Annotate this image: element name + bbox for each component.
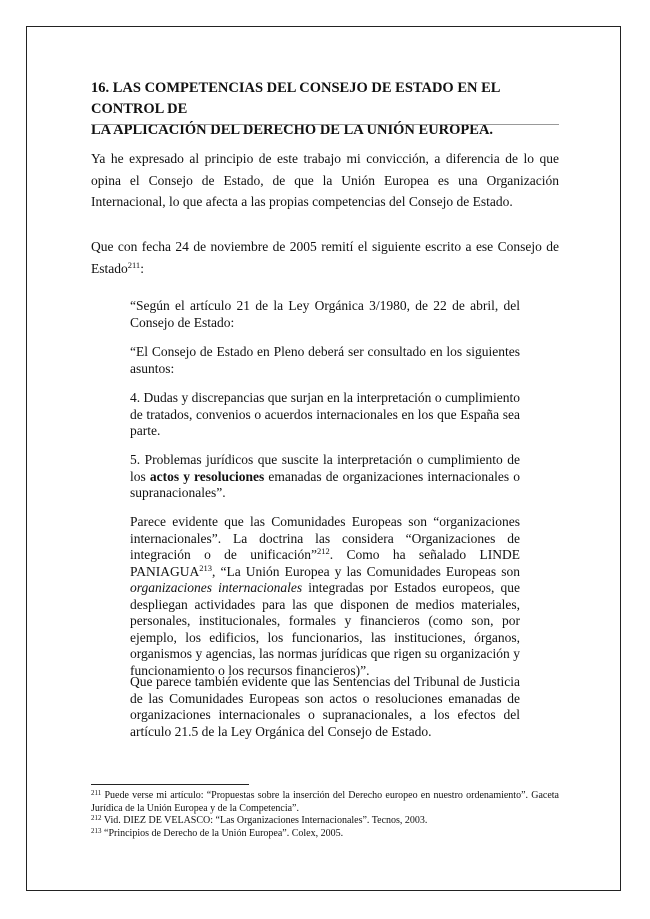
quote-italic-text: organizaciones internacionales — [130, 580, 303, 595]
body-paragraph-2 — [91, 236, 559, 279]
quote-text: integradas por Estados europeos, que despliegan actividades para las que disponen de medios materiales, personales, institucionales, formales y financieros (como son, por ejemplo, los edificios, los funcionarios, las instituciones, órganos, organismos y agencias, las normas jurídicas que rigen su organización y funcionamiento o los recursos financieros)”. — [130, 580, 520, 678]
quote-text: , “La Unión Europea y las Comunidades Europeas son — [212, 563, 520, 579]
footnote-ref-212[interactable]: 212 — [317, 546, 330, 556]
footnote-number: 213 — [91, 827, 102, 835]
paragraph-text: Que con fecha 24 de noviembre de 2005 remití el siguiente escrito a ese Consejo de Estado — [91, 239, 559, 276]
quote-paragraph-4 — [130, 452, 520, 502]
heading-divider — [91, 124, 559, 125]
footnote-ref-213[interactable]: 213 — [199, 562, 213, 573]
footnote-213 — [91, 828, 559, 841]
footnote-ref-211[interactable]: 211 — [127, 259, 141, 270]
quote-paragraph-5 — [130, 514, 520, 679]
footnote-211 — [91, 790, 559, 815]
footnote-number: 211 — [91, 789, 102, 797]
quote-text: 5. Problemas jurídicos que suscite la interpretación o cumplimiento de los — [130, 452, 520, 484]
quote-text: Parece evidente que las Comunidades Europeas son “organizaciones internacionales”. La doctrina las considera “Organizaciones de integración o de unificación” — [130, 514, 520, 562]
footnote-text: Puede verse mi artículo: “Propuestas sobre la inserción del Derecho europeo en nuestro ordenamiento”. Gaceta Jurídica de la Unión Europea y de la Competencia”. — [91, 790, 559, 814]
quote-text: . Como ha señalado LINDE PANIAGUA — [130, 547, 520, 579]
quote-paragraph-2: “El Consejo de Estado en Pleno deberá ser consultado en los siguientes asuntos: — [130, 344, 520, 376]
quote-paragraph-6: Que parece también evidente que las Sentencias del Tribunal de Justicia de las Comunidades Europeas son actos o resoluciones emanadas de organizaciones internacionales o supranacionales, a los efectos del artículo 21.5 de la Ley Orgánica del Consejo de Estado. — [130, 674, 520, 739]
footnote-separator — [91, 784, 249, 785]
paragraph-end: : — [140, 260, 144, 276]
body-paragraph-1: Ya he expresado al principio de este trabajo mi convicción, a diferencia de lo que opina el Consejo de Estado, de que la Unión Europea es una Organización Internacional, lo que afecta a las propias competencias del Consejo de Estado. — [91, 151, 559, 209]
footnote-212 — [91, 815, 559, 828]
quote-paragraph-3: 4. Dudas y discrepancias que surjan en la interpretación o cumplimiento de tratados, convenios o acuerdos internacionales en los que España sea parte. — [130, 390, 520, 438]
quote-text: emanadas de organizaciones internacionales o supranacionales”. — [130, 468, 520, 500]
footnote-text: Vid. DIEZ DE VELASCO: “Las Organizaciones Internacionales”. Tecnos, 2003. — [101, 815, 428, 826]
heading-line-1: 16. LAS COMPETENCIAS DEL CONSEJO DE ESTADO EN EL CONTROL DE — [91, 80, 500, 117]
quote-paragraph-1: “Según el artículo 21 de la Ley Orgánica 3/1980, de 22 de abril, del Consejo de Estado: — [130, 298, 520, 330]
footnote-number: 212 — [91, 814, 102, 822]
footnote-text: “Principios de Derecho de la Unión Europea”. Colex, 2005. — [101, 828, 344, 839]
quote-bold-text: actos y resoluciones — [149, 468, 265, 484]
heading-line-2: LA APLICACIÓN DEL DERECHO DE LA UNIÓN EUROPEA. — [91, 122, 494, 138]
section-heading — [91, 78, 566, 141]
